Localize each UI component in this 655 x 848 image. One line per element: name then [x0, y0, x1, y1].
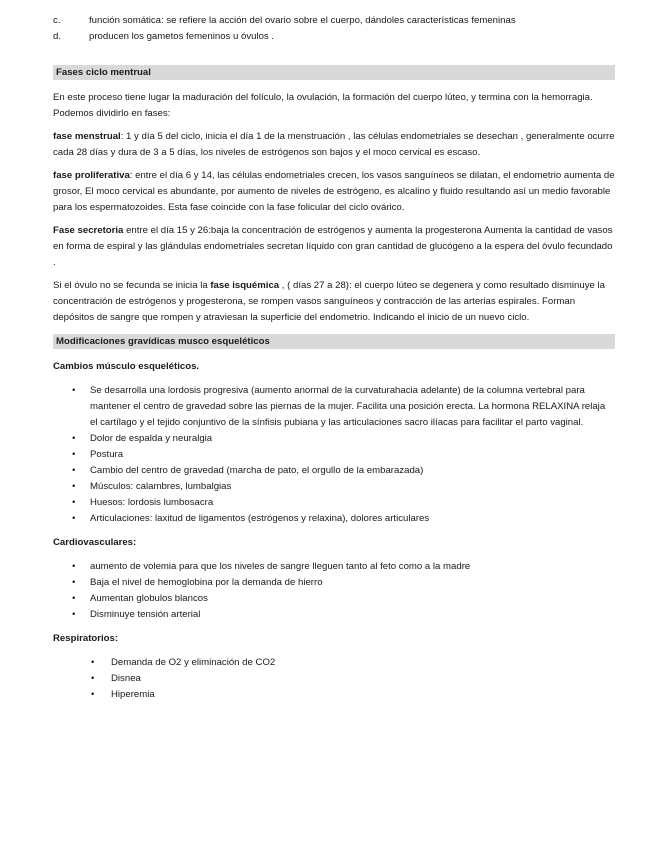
cardio-list	[53, 559, 615, 623]
fase-proliferativa-paragraph	[53, 168, 615, 216]
fase-menstrual-paragraph	[53, 129, 615, 161]
list-item: • aumento de volemia para que los niveles de sangre lleguen tanto al feto como a la madre	[53, 559, 615, 575]
fase-proliferativa-text: : entre el día 6 y 14, las células endometriales crecen, los vasos sanguíneos se dilatan, el endometrio aumenta de grosor, El moco cervical es abundante, por aumento de niveles de estrógeno, es alcalino y fluido resultando así un medio favorable para los espermatozoides. Esta fase coincide con la fase folicular del ciclo ovárico.	[53, 170, 615, 213]
fase-isquemica-term: fase isquémica	[210, 280, 280, 291]
section-heading-fases: Fases ciclo mentrual	[53, 65, 615, 80]
item-letter: c.	[53, 15, 61, 26]
resp-heading: Respiratorios:	[53, 633, 119, 644]
fase-secretoria-term: Fase secretoria	[53, 225, 124, 236]
fase-isquemica-paragraph	[53, 278, 615, 326]
list-item: • Hiperemia	[53, 687, 615, 703]
lettered-item-d	[53, 29, 615, 45]
fase-menstrual-text: : 1 y día 5 del ciclo, inicia el día 1 de la menstruación , las células endometriales se desechan , generalmente ocurre cada 28 días y dura de 3 a 5 días, los niveles de estrógenos son bajos y el moco cervical es escaso.	[53, 131, 615, 158]
list-item: • Se desarrolla una lordosis progresiva (aumento anormal de la curvaturahacia adelante) de la columna vertebral para mantener el centro de gravedad sobre las piernas de la mujer. Facilita una posición erecta. La hormona RELAXINA relaja el cartílago y el tejido conjuntivo de la sínfisis pubiana y las articulaciones sacro ilíacas para facilitar el parto vaginal.	[53, 383, 615, 431]
fases-intro: En este proceso tiene lugar la maduración del folículo, la ovulación, la formación del cuerpo lúteo, y termina con la hemorragia. Podemos dividirlo en fases:	[53, 92, 593, 119]
list-item: • Huesos: lordosis lumbosacra	[53, 495, 615, 511]
item-letter: d.	[53, 31, 62, 42]
list-item: • Aumentan globulos blancos	[53, 591, 615, 607]
item-text: producen los gametos femeninos u óvulos .	[89, 31, 275, 42]
fase-isquemica-pre: Si el óvulo no se fecunda se inicia la	[53, 280, 211, 291]
fase-menstrual-term: fase menstrual	[53, 131, 121, 142]
list-item: • Postura	[53, 447, 615, 463]
list-item: • Dolor de espalda y neuralgia	[53, 431, 615, 447]
list-item: • Demanda de O2 y eliminación de CO2	[53, 655, 615, 671]
item-text: función somática: se refiere la acción del ovario sobre el cuerpo, dándoles características femeninas	[89, 15, 516, 26]
fase-secretoria-text: entre el día 15 y 26:baja la concentración de estrógenos y aumenta la progesterona Aumenta la cantidad de vasos en forma de espiral y las glándulas endometriales secretan líquido con gran cantidad de glucógeno a la espera del óvulo fecundado .	[53, 225, 613, 268]
list-item: • Baja el nivel de hemoglobina por la demanda de hierro	[53, 575, 615, 591]
list-item: • Disnea	[53, 671, 615, 687]
list-item: • Cambio del centro de gravedad (marcha de pato, el orgullo de la embarazada)	[53, 463, 615, 479]
cardio-heading: Cardiovasculares:	[53, 537, 137, 548]
section-heading-modificaciones: Modificaciones gravídicas musco esqueléticos	[53, 334, 615, 349]
list-item: • Músculos: calambres, lumbalgias	[53, 479, 615, 495]
fase-secretoria-paragraph	[53, 223, 615, 271]
lettered-item-c	[53, 13, 615, 29]
resp-list	[53, 655, 615, 703]
list-item: • Disminuye tensión arterial	[53, 607, 615, 623]
musculo-heading: Cambios músculo esqueléticos.	[53, 361, 200, 372]
musculo-list	[53, 383, 615, 527]
fase-isquemica-text: , ( días 27 a 28): el cuerpo lúteo se degenera y como resultado disminuye la concentración de estrógenos y progesterona, se rompen vasos sanguíneos y contracción de las arterias espirales. Forman depósitos de sangre que rompen y atraviesan la superficie del endometrio. Indicando el inicio de un nuevo ciclo.	[53, 280, 605, 323]
fase-proliferativa-term: fase proliferativa	[53, 170, 130, 181]
list-item: • Articulaciones: laxitud de ligamentos (estrógenos y relaxina), dolores articulares	[53, 511, 615, 527]
document-content	[53, 13, 615, 711]
